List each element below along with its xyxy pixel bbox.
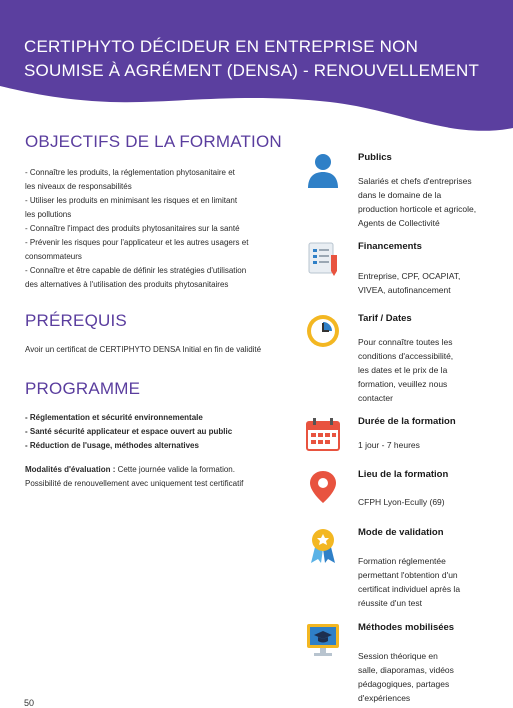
programme-item: - Réglementation et sécurité environnementale xyxy=(25,413,203,422)
tarif-line: Pour connaître toutes les xyxy=(358,337,453,347)
programme-item: - Santé sécurité applicateur et espace ouvert au public xyxy=(25,427,233,436)
programme-list xyxy=(25,411,295,453)
modalites-text: Cette journée valide la formation. xyxy=(115,465,235,474)
publics-line: Salariés et chefs d'entreprises xyxy=(358,176,472,186)
modalites-evaluation xyxy=(25,463,295,477)
objectifs-line: - Connaître les produits, la réglementation phytosanitaire et xyxy=(25,168,235,177)
objectifs-line: les niveaux de responsabilités xyxy=(25,182,132,191)
objectifs-line: - Connaître l'impact des produits phytosanitaires sur la santé xyxy=(25,224,240,233)
programme-section xyxy=(25,379,295,491)
tarif-line: les dates et le prix de la xyxy=(358,365,448,375)
modalites-label: Modalités d'évaluation : xyxy=(25,465,116,474)
objectifs-list xyxy=(25,166,295,292)
methodes-line: pédagogiques, partages xyxy=(358,679,450,689)
methodes-text xyxy=(358,649,498,705)
financements-line: VIVEA, autofinancement xyxy=(358,285,451,295)
objectifs-line: les pollutions xyxy=(25,210,72,219)
publics-line: Agents de Collectivité xyxy=(358,218,440,228)
objectifs-title: OBJECTIFS DE LA FORMATION xyxy=(25,132,282,151)
objectifs-line: des alternatives à l'utilisation des produits phytosanitaires xyxy=(25,280,229,289)
person-icon xyxy=(305,152,341,188)
lieu-line: CFPH Lyon-Ecully (69) xyxy=(358,497,445,507)
validation-title: Mode de validation xyxy=(358,527,444,538)
prerequis-text: Avoir un certificat de CERTIPHYTO DENSA Initial en fin de validité xyxy=(25,345,262,354)
duree-text xyxy=(358,438,498,452)
clock-icon xyxy=(305,313,341,349)
tarif-title: Tarif / Dates xyxy=(358,313,412,324)
award-ribbon-icon xyxy=(305,527,341,563)
tarif-line: conditions d'accessibilité, xyxy=(358,351,454,361)
lieu-text xyxy=(358,495,498,509)
lieu-title: Lieu de la formation xyxy=(358,469,449,480)
financements-line: Entreprise, CPF, OCAPIAT, xyxy=(358,271,461,281)
publics-text xyxy=(358,174,498,230)
map-pin-icon xyxy=(305,469,341,505)
financements-title: Financements xyxy=(358,241,422,252)
validation-line: permettant l'obtention d'un xyxy=(358,570,458,580)
objectifs-line: - Connaître et être capable de définir les stratégies d'utilisation xyxy=(25,266,247,275)
financements-text xyxy=(358,269,498,297)
methodes-line: d'expériences xyxy=(358,693,411,703)
tarif-line: contacter xyxy=(358,393,393,403)
objectifs-line: consommateurs xyxy=(25,252,82,261)
page-title: CERTIPHYTO DÉCIDEUR EN ENTREPRISE NON SOUMISE À AGRÉMENT (DENSA) - RENOUVELLEMENT xyxy=(24,37,480,81)
validation-line: certificat individuel après la xyxy=(358,584,461,594)
document-pencil-icon xyxy=(305,241,341,277)
page-number: 50 xyxy=(24,698,35,708)
prerequis-section xyxy=(25,311,295,357)
methodes-line: salle, diaporamas, vidéos xyxy=(358,665,454,675)
methodes-line: Session théorique en xyxy=(358,651,438,661)
programme-title: PROGRAMME xyxy=(25,379,141,398)
calendar-icon xyxy=(305,416,341,452)
header-banner xyxy=(0,0,513,135)
validation-text xyxy=(358,554,498,610)
methodes-title: Méthodes mobilisées xyxy=(358,622,455,633)
tarif-text xyxy=(358,335,498,405)
modalites-line2: Possibilité de renouvellement avec uniquement test certificatif xyxy=(25,479,244,488)
duree-line: 1 jour - 7 heures xyxy=(358,440,420,450)
duree-title: Durée de la formation xyxy=(358,416,456,427)
programme-item: - Réduction de l'usage, méthodes alternatives xyxy=(25,441,199,450)
publics-line: dans le domaine de la xyxy=(358,190,442,200)
computer-graduation-icon xyxy=(305,622,341,658)
validation-line: réussite d'un test xyxy=(358,598,422,608)
objectifs-section xyxy=(25,132,295,292)
objectifs-line: - Utiliser les produits en minimisant les risques et en limitant xyxy=(25,196,238,205)
tarif-line: formation, veuillez nous xyxy=(358,379,448,389)
validation-line: Formation réglementée xyxy=(358,556,446,566)
publics-title: Publics xyxy=(358,152,392,163)
objectifs-line: - Prévenir les risques pour l'applicateur et les autres usagers et xyxy=(25,238,249,247)
prerequis-title: PRÉREQUIS xyxy=(25,311,127,330)
publics-line: production horticole et agricole, xyxy=(358,204,477,214)
